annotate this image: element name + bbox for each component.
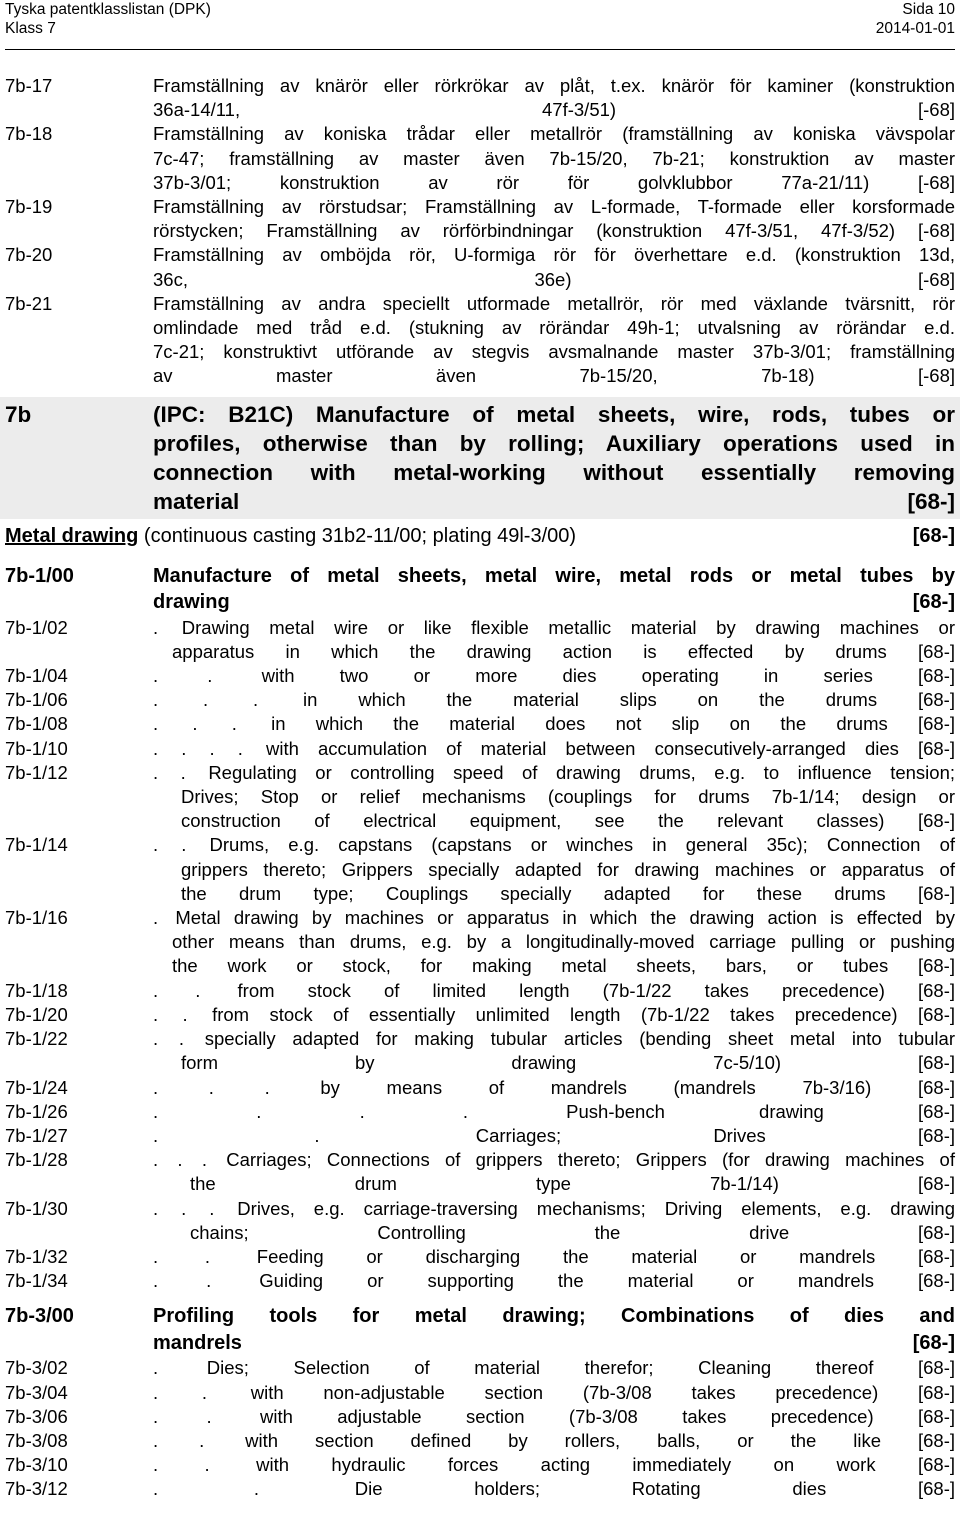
classification-content	[0, 74, 960, 1502]
indent-dots: . .	[153, 665, 262, 687]
entry-text	[153, 737, 955, 761]
entry-line	[153, 1477, 955, 1501]
entry-line	[153, 292, 955, 316]
entry-line	[153, 640, 955, 664]
entry-line	[153, 171, 955, 195]
main-group-heading	[0, 563, 960, 616]
line-text: Metal drawing by machines or apparatus in which the drawing action is effected by	[175, 907, 956, 929]
entry-code: 7b-3/04	[5, 1381, 68, 1403]
entry-line	[153, 364, 955, 388]
entry-text	[153, 616, 955, 664]
line-text: 7c-47; framställning av master även 7b-15/20, 7b-21; konstruktion av master	[153, 147, 955, 169]
line-text: 7c-21; konstruktivt utförande av stegvis avsmalnande master 37b-3/01; framställning	[153, 341, 955, 363]
indent-dots: . .	[153, 1454, 257, 1476]
line-text: in which the material slips on the drums [68-]	[303, 689, 955, 711]
line-text: Guiding or supporting the material or mandrels [68-]	[259, 1270, 955, 1292]
entry-code: 7b-1/04	[5, 665, 68, 687]
line-text: Framställning av knärör eller rörkrökar av plåt, t.ex. knärör för kaminer (konstruktion	[153, 75, 955, 96]
entry-text	[153, 1381, 955, 1405]
indent-dots: .	[153, 616, 182, 638]
indent-dots: . .	[153, 1270, 260, 1292]
entry-text	[153, 74, 955, 122]
entry-text	[153, 833, 955, 906]
subgroup-entry	[0, 1453, 960, 1477]
entry-code: 7b-3/02	[5, 1357, 68, 1379]
line-text: Carriages; Drives [68-]	[475, 1124, 955, 1146]
entry-line	[153, 340, 955, 364]
entry-text	[153, 563, 955, 616]
line-text: omlindade med tråd e.d. (stukning av rörändar 49h-1; utvalsning av rörändar e.d.	[153, 317, 955, 339]
entry-text	[153, 1356, 955, 1380]
indent-dots: . . .	[153, 1076, 321, 1098]
subgroup-entry	[0, 1124, 960, 1148]
entry-line	[153, 688, 955, 712]
line-text: drawing [68-]	[153, 591, 955, 614]
line-text: the drum type; Couplings specially adapted for these drums [68-]	[181, 882, 955, 904]
line-text: Manufacture of metal sheets, metal wire, metal rods or metal tubes by	[153, 564, 955, 587]
ipc-heading-text	[153, 400, 955, 516]
indent-dots: . .	[153, 1478, 355, 1500]
entry-code: 7b-3/08	[5, 1429, 68, 1451]
group-7b-1-00	[0, 563, 960, 616]
entry-text	[153, 979, 955, 1003]
subgroup-entry	[0, 1076, 960, 1100]
entry-line	[153, 1303, 955, 1330]
entry-text	[153, 1003, 955, 1027]
entries-7b-3	[0, 1356, 960, 1501]
entry-line	[153, 664, 955, 688]
entry-line	[153, 616, 955, 640]
entry-text	[153, 1197, 955, 1245]
line-text: 36c, 36e) [-68]	[153, 268, 955, 290]
entry-text	[153, 664, 955, 688]
entry-text	[153, 1148, 955, 1196]
line-text: Drawing metal wire or like flexible metallic material by drawing machines or	[181, 616, 956, 638]
document-title: Tyska patentklasslistan (DPK)	[5, 1, 211, 18]
line-text: mandrels [68-]	[153, 1331, 955, 1354]
subgroup-entry	[0, 906, 960, 979]
line-text: apparatus in which the drawing action is effected by drums [68-]	[172, 640, 955, 662]
line-text: from stock of essentially unlimited length (7b-1/22 takes precedence) [68-]	[212, 1003, 955, 1025]
subgroup-entry	[0, 1100, 960, 1124]
line-text: 37b-3/01; konstruktion av rör för golvklubbor 77a-21/11) [-68]	[153, 171, 955, 193]
line-text: 36a-14/11, 47f-3/51) [-68]	[153, 99, 955, 121]
entry-code: 7b-1/26	[5, 1100, 68, 1122]
entry-code: 7b-1/16	[5, 907, 68, 929]
ipc-heading-line: (IPC: B21C) Manufacture of metal sheets, wire, rods, tubes or	[153, 401, 955, 427]
entry-line	[153, 785, 955, 809]
subgroup-entry	[0, 688, 960, 712]
metal-drawing-note: (continuous casting 31b2-11/00; plating 49l-3/00)	[138, 524, 577, 547]
entry-line	[153, 316, 955, 340]
line-text: Profiling tools for metal drawing; Combinations of dies and	[153, 1305, 955, 1328]
subgroup-entry	[0, 1429, 960, 1453]
subgroup-entry	[0, 761, 960, 834]
entry-code: 7b-1/24	[5, 1076, 68, 1098]
entry-line	[153, 98, 955, 122]
entry-code: 7b-21	[5, 292, 53, 314]
swedish-entry	[0, 74, 960, 122]
entry-code: 7b-1/18	[5, 979, 68, 1001]
line-text: with section defined by rollers, balls, or the like [68-]	[245, 1429, 955, 1451]
indent-dots: . .	[153, 1003, 213, 1025]
line-text: Push-bench drawing [68-]	[566, 1100, 955, 1122]
entry-code: 7b-1/02	[5, 616, 68, 638]
line-text: the drum type 7b-1/14) [68-]	[190, 1173, 955, 1195]
line-text: with non-adjustable section (7b-3/08 takes precedence) [68-]	[250, 1381, 955, 1403]
indent-dots: . .	[153, 1405, 260, 1427]
line-text: Dies; Selection of material therefor; Cleaning thereof [68-]	[206, 1357, 955, 1379]
entry-line	[153, 906, 955, 930]
entry-line	[153, 1003, 955, 1027]
entry-text	[153, 1405, 955, 1429]
indent-dots: . .	[153, 1381, 251, 1403]
entry-code: 7b-1/00	[5, 564, 74, 587]
line-text: in which the material does not slip on the drums [68-]	[271, 713, 955, 735]
indent-dots: . . .	[153, 689, 304, 711]
entry-line	[153, 1269, 955, 1293]
line-text: with adjustable section (7b-3/08 takes precedence) [68-]	[260, 1405, 955, 1427]
subgroup-entry	[0, 664, 960, 688]
metal-drawing-period: [68-]	[912, 524, 955, 547]
header-rule	[5, 49, 955, 50]
entry-line	[153, 1330, 955, 1357]
entry-text	[153, 1303, 955, 1356]
entry-line	[153, 809, 955, 833]
subgroup-entry	[0, 1197, 960, 1245]
entry-code: 7b-1/12	[5, 761, 68, 783]
entry-line	[153, 122, 955, 146]
entry-line	[153, 1356, 955, 1380]
indent-dots: . . .	[153, 1197, 238, 1219]
entry-text	[153, 1124, 955, 1148]
entry-line	[153, 1100, 955, 1124]
ipc-heading-line: profiles, otherwise than by rolling; Auxiliary operations used in	[153, 430, 955, 456]
entry-code: 7b-18	[5, 123, 53, 145]
entry-line	[153, 1429, 955, 1453]
ipc-heading-line: material [68-]	[153, 488, 955, 514]
entry-line	[153, 858, 955, 882]
subgroup-entry	[0, 1405, 960, 1429]
entry-line	[153, 979, 955, 1003]
entry-text	[153, 292, 955, 389]
entry-text	[153, 1027, 955, 1075]
entry-text	[153, 712, 955, 736]
line-text: Framställning av rörstudsar; Framställning av L-formade, T-formade eller korsformade	[153, 196, 955, 218]
swedish-entries	[0, 74, 960, 389]
entry-code: 7b-19	[5, 196, 53, 218]
swedish-entry	[0, 122, 960, 195]
line-text: Framställning av omböjda rör, U-formiga rör för överhettare e.d. (konstruktion 13d,	[153, 244, 955, 266]
entry-text	[153, 1245, 955, 1269]
line-text: Drives, e.g. carriage-traversing mechanisms; Driving elements, e.g. drawing	[237, 1197, 956, 1219]
entry-code: 7b-1/14	[5, 834, 68, 856]
entry-code: 7b-1/30	[5, 1197, 68, 1219]
entry-text	[153, 688, 955, 712]
entry-code: 7b-3/00	[5, 1305, 74, 1328]
line-text: Regulating or controlling speed of drawing drums, e.g. to influence tension;	[208, 761, 955, 783]
line-text: av master även 7b-15/20, 7b-18) [-68]	[153, 365, 955, 387]
entry-line	[153, 1124, 955, 1148]
entry-line	[153, 74, 955, 98]
entry-code: 7b-1/20	[5, 1003, 68, 1025]
indent-dots: . . . .	[153, 1100, 567, 1122]
subgroup-entry	[0, 1003, 960, 1027]
entry-line	[153, 833, 955, 857]
line-text: rörstycken; Framställning av rörförbindningar (konstruktion 47f-3/51, 47f-3/52) [-68]	[153, 220, 955, 242]
page-number: Sida 10	[902, 1, 955, 18]
line-text: Feeding or discharging the material or mandrels [68-]	[256, 1245, 956, 1267]
indent-dots: . .	[153, 1124, 476, 1146]
page-header-top	[5, 0, 955, 19]
entry-line	[153, 1245, 955, 1269]
indent-dots: . .	[153, 1429, 246, 1451]
indent-dots: . .	[153, 1245, 257, 1267]
subgroup-entry	[0, 1356, 960, 1380]
entry-line	[153, 882, 955, 906]
ipc-code: 7b	[5, 401, 32, 427]
entry-text	[153, 906, 955, 979]
indent-dots: . . .	[153, 1149, 227, 1171]
entry-code: 7b-1/27	[5, 1124, 68, 1146]
group-7b-3-00	[0, 1303, 960, 1356]
entry-code: 7b-17	[5, 75, 53, 96]
entry-text	[153, 195, 955, 243]
entry-code: 7b-3/06	[5, 1405, 68, 1427]
indent-dots: . . .	[153, 713, 272, 735]
entry-code: 7b-1/22	[5, 1028, 68, 1050]
line-text: grippers thereto; Grippers specially adapted for drawing machines or apparatus of	[181, 858, 955, 880]
entry-code: 7b-20	[5, 244, 53, 266]
subgroup-entry	[0, 737, 960, 761]
subgroup-entry	[0, 833, 960, 906]
entry-line	[153, 268, 955, 292]
entry-line	[153, 1405, 955, 1429]
entry-text	[153, 1076, 955, 1100]
entry-line	[153, 712, 955, 736]
entry-line	[153, 930, 955, 954]
entry-code: 7b-1/10	[5, 737, 68, 759]
entry-line	[153, 1027, 955, 1051]
entry-line	[153, 563, 955, 590]
entry-text	[153, 122, 955, 195]
entry-line	[153, 195, 955, 219]
line-text: Framställning av andra speciellt utformade metallrör, rör med växlande tvärsnitt, rör	[153, 292, 955, 314]
entry-code: 7b-3/12	[5, 1478, 68, 1500]
entry-line	[153, 761, 955, 785]
line-text: construction of electrical equipment, see the relevant classes) [68-]	[181, 810, 955, 832]
entry-line	[153, 147, 955, 171]
entry-code: 7b-1/32	[5, 1245, 68, 1267]
swedish-entry	[0, 195, 960, 243]
subgroup-entry	[0, 1148, 960, 1196]
line-text: form by drawing 7c-5/10) [68-]	[181, 1052, 955, 1074]
line-text: chains; Controlling the drive [68-]	[190, 1221, 955, 1243]
line-text: from stock of limited length (7b-1/22 takes precedence) [68-]	[237, 979, 956, 1001]
subgroup-entry	[0, 1477, 960, 1501]
class-label: Klass 7	[5, 20, 56, 37]
indent-dots: .	[153, 907, 176, 929]
ipc-heading	[0, 397, 960, 519]
entry-line	[153, 1051, 955, 1075]
subgroup-entry	[0, 1027, 960, 1075]
entry-line	[153, 1172, 955, 1196]
indent-dots: . . . .	[153, 737, 266, 759]
indent-dots: . .	[153, 979, 238, 1001]
entry-line	[153, 737, 955, 761]
entry-line	[153, 219, 955, 243]
entry-line	[153, 954, 955, 978]
entry-code: 7b-1/06	[5, 689, 68, 711]
line-text: with accumulation of material between consecutively-arranged dies [68-]	[265, 737, 956, 759]
entry-text	[153, 761, 955, 834]
subgroup-entry	[0, 979, 960, 1003]
subgroup-entry	[0, 1381, 960, 1405]
indent-dots: . .	[153, 1028, 205, 1050]
main-group-heading	[0, 1303, 960, 1356]
indent-dots: . .	[153, 761, 209, 783]
entry-text	[153, 1477, 955, 1501]
entry-line	[153, 1221, 955, 1245]
swedish-entry	[0, 292, 960, 389]
swedish-entry	[0, 243, 960, 291]
indent-dots: . .	[153, 834, 210, 856]
line-text: by means of mandrels (mandrels 7b-3/16) [68-]	[320, 1076, 956, 1098]
entry-line	[153, 1197, 955, 1221]
subgroup-entry	[0, 616, 960, 664]
entry-line	[153, 1148, 955, 1172]
entry-code: 7b-1/08	[5, 713, 68, 735]
line-text: Drives; Stop or relief mechanisms (couplings for drums 7b-1/14; design or	[181, 786, 955, 808]
entry-text	[153, 1269, 955, 1293]
entry-line	[153, 589, 955, 616]
entry-code: 7b-1/28	[5, 1149, 68, 1171]
entry-code: 7b-3/10	[5, 1454, 68, 1476]
entry-text	[153, 1453, 955, 1477]
line-text: Framställning av koniska trådar eller metallrör (framställning av koniska vävspolar	[153, 123, 955, 145]
line-text: with two or more dies operating in series [68-]	[261, 665, 955, 687]
line-text: the work or stock, for making metal sheets, bars, or tubes [68-]	[172, 955, 955, 977]
entry-code: 7b-1/34	[5, 1270, 68, 1292]
subgroup-entry	[0, 712, 960, 736]
entry-line	[153, 243, 955, 267]
entry-text	[153, 1429, 955, 1453]
line-text: specially adapted for making tubular articles (bending sheet metal into tubular	[204, 1028, 955, 1050]
line-text: Drums, e.g. capstans (capstans or winches in general 35c); Connection of	[209, 834, 956, 856]
metal-drawing-heading	[0, 523, 960, 549]
page-header-bottom	[5, 19, 955, 38]
entry-line	[153, 1453, 955, 1477]
line-text: other means than drums, e.g. by a longitudinally-moved carriage pulling or pushing	[172, 931, 955, 953]
line-text: Die holders; Rotating dies [68-]	[354, 1478, 956, 1500]
entry-text	[153, 1100, 955, 1124]
line-text: with hydraulic forces acting immediately on work [68-]	[256, 1454, 956, 1476]
entry-line	[153, 1381, 955, 1405]
indent-dots: .	[153, 1357, 207, 1379]
subgroup-entry	[0, 1269, 960, 1293]
document-date: 2014-01-01	[875, 20, 955, 37]
entry-line	[153, 1076, 955, 1100]
metal-drawing-title: Metal drawing	[5, 524, 139, 547]
subgroup-entry	[0, 1245, 960, 1269]
entries-7b-1	[0, 616, 960, 1294]
ipc-heading-line: connection with metal-working without essentially removing	[153, 459, 955, 485]
entry-text	[153, 243, 955, 291]
line-text: Carriages; Connections of grippers thereto; Grippers (for drawing machines of	[226, 1149, 955, 1171]
